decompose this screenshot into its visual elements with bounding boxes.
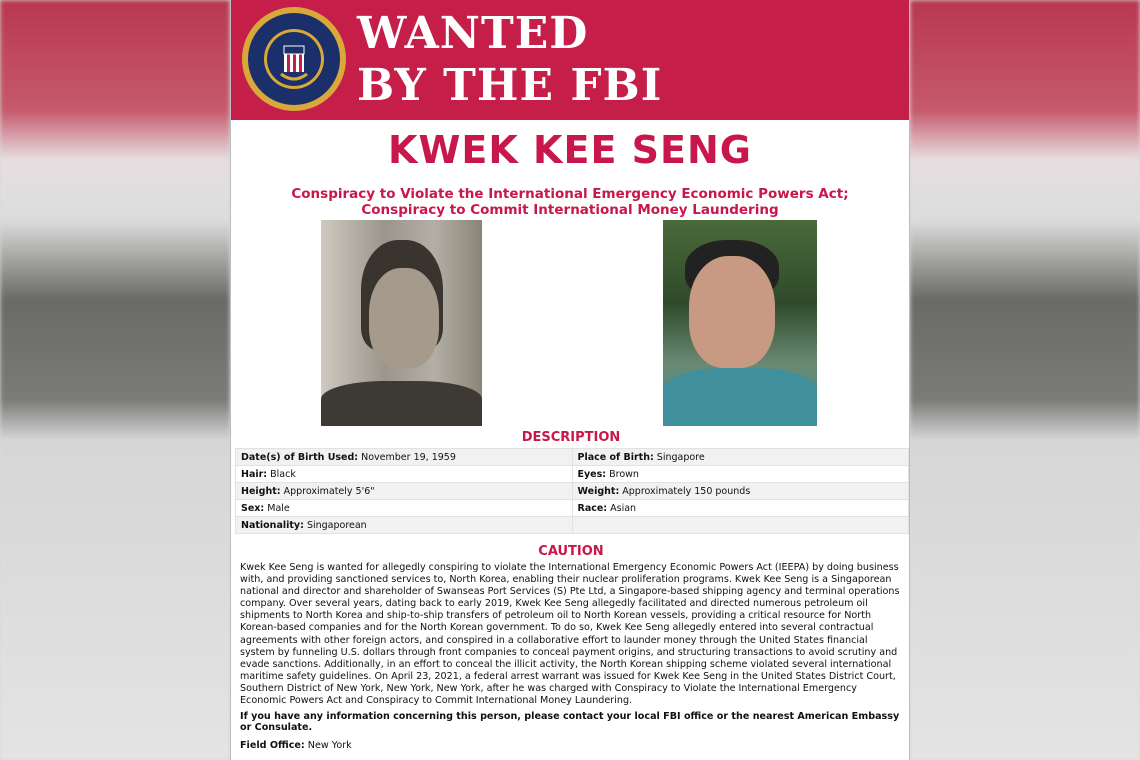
charges: Conspiracy to Violate the International Emergency Economic Powers Act; Conspiracy to Commit International Money Laundering — [291, 186, 849, 218]
description-heading: DESCRIPTION — [521, 430, 621, 445]
field-value: Male — [267, 502, 290, 514]
table-row — [236, 466, 909, 483]
table-row — [236, 500, 909, 517]
photo-1 — [321, 220, 482, 426]
field-value: Brown — [609, 468, 639, 480]
caution-text: Kwek Kee Seng is wanted for allegedly conspiring to violate the International Emergency Economic Powers Act (IEEPA) by doing business with, and providing sanctioned services to, North Korea, enabling their nuclear proliferation programs. Kwek Kee Seng is a Singaporean national and director and shareholder of Swanseas Port Services (S) Pte Ltd, a Singapore-based shipping agency and terminal operations company. Over several years, dating back to early 2019, Kwek Kee Seng allegedly facilitated and directed numerous petroleum oil shipments to North Korea and ship-to-ship transfers of petroleum oil to North Korean vessels, providing a critical resource for North Korean-based companies and for the North Korean government. To do so, Kwek Kee Seng allegedly entered into several contractual agreements with other foreign actors, and conspired in a collaborative effort to launder money through the United States financial system by funneling U.S. dollars through front companies to conceal payment origins, and structuring transactions to avoid scrutiny and evade sanctions. Additionally, in an effort to conceal the illicit activity, the North Korean shipping scheme violated several international maritime safety guidelines. On April 23, 2021, a federal arrest warrant was issued for Kwek Kee Seng in the United States District Court, Southern District of New York, New York, New York, after he was charged with Conspiracy to Violate the International Emergency Economic Powers Act and Conspiracy to Commit International Money Laundering. — [240, 562, 900, 707]
field-office-label: Field Office: — [240, 740, 305, 751]
field-label: Height: — [241, 485, 281, 497]
field-value: Singaporean — [306, 519, 367, 531]
table-row — [236, 449, 909, 466]
blurred-background-left — [0, 0, 230, 760]
field-label: Eyes: — [577, 468, 607, 480]
field-value: Approximately 5'6" — [283, 485, 375, 497]
table-row — [236, 483, 909, 500]
title-line-1: WANTED — [357, 8, 589, 59]
blurred-background-right — [910, 0, 1140, 760]
caution-heading: CAUTION — [538, 544, 604, 559]
photo-2 — [663, 220, 817, 426]
poster-header — [231, 0, 909, 120]
field-label: Nationality: — [241, 519, 304, 531]
field-label: Weight: — [577, 485, 620, 497]
field-label: Race: — [577, 502, 608, 514]
table-row — [236, 517, 909, 534]
description-table — [235, 448, 909, 534]
field-value: November 19, 1959 — [361, 451, 456, 463]
field-value: Singapore — [656, 451, 705, 463]
field-value: Black — [270, 468, 296, 480]
title-line-2: BY THE FBI — [357, 60, 663, 111]
field-value: Approximately 150 pounds — [622, 485, 751, 497]
field-office — [240, 740, 352, 751]
fugitive-name: KWEK KEE SENG — [388, 128, 752, 172]
field-value: Asian — [610, 502, 637, 514]
field-label: Hair: — [241, 468, 268, 480]
field-label: Sex: — [241, 502, 265, 514]
fbi-seal-icon — [241, 6, 347, 112]
field-label: Date(s) of Birth Used: — [241, 451, 359, 463]
field-office-value: New York — [307, 740, 352, 751]
contact-notice: If you have any information concerning this person, please contact your local FBI office or the nearest American Embassy or Consulate. — [240, 711, 900, 733]
field-label: Place of Birth: — [577, 451, 654, 463]
wanted-poster — [230, 0, 910, 760]
